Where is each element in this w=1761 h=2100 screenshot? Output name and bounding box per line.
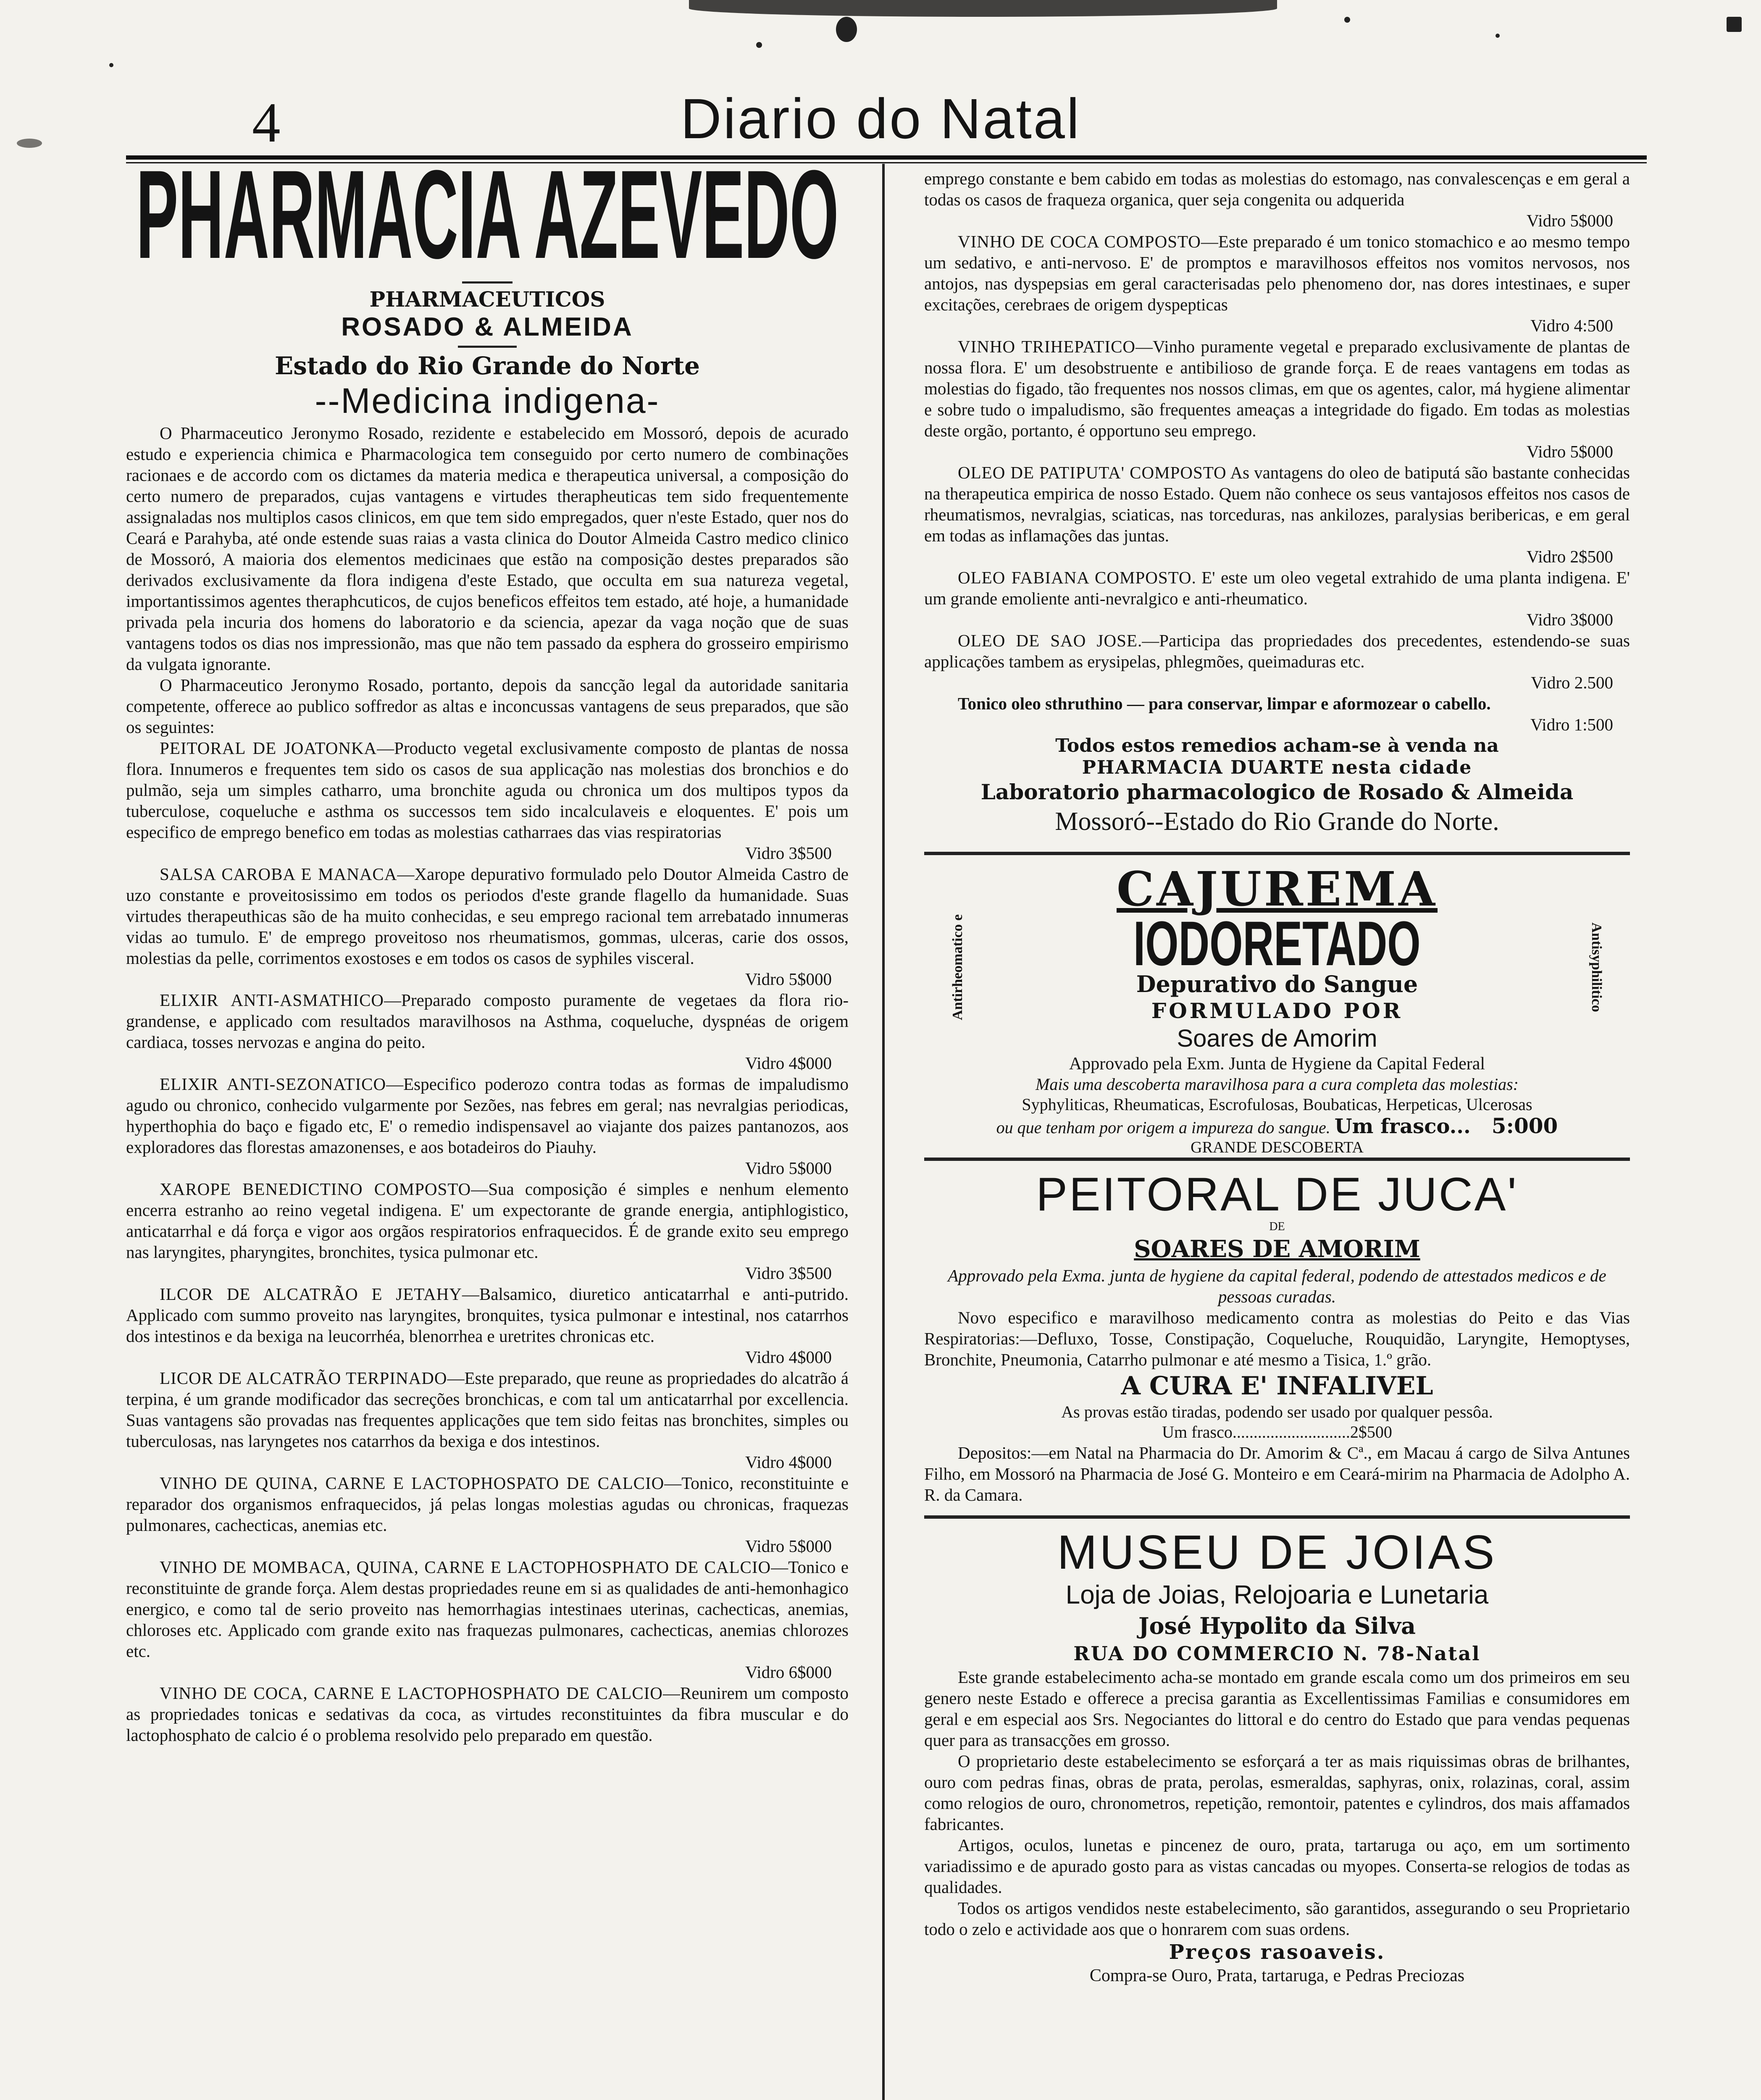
right-column: [924, 168, 1630, 1987]
ink-speck: [1344, 17, 1350, 23]
product-description: —Este preparado é um tonico stomachico e ao mesmo tempo um sedativo, e anti-nervoso. E' de promptos e maravilhosos effeitos nos vomitos nervosos, nos antojos, nas dyspepsias em geral caracterisadas pelo phenomeno dor, nas dores intestinaes, e super excitações, cerebraes de origem dyspepticas: [924, 232, 1630, 314]
museu-paragraph-3: Artigos, oculos, lunetas e pincenez de ouro, prata, tartaruga ou aço, em um sortimento variadissimo e de apurado gosto para as vistas cancadas ou myopes. Conserta-se relogios de todas as qualidades.: [924, 1835, 1630, 1897]
product-entry: [126, 1683, 849, 1746]
ink-speck: [1727, 17, 1742, 32]
peitoral-juca-title: PEITORAL DE JUCA': [1036, 1168, 1518, 1221]
ink-speck: [109, 63, 113, 67]
product-price: Vidro 3$500: [745, 843, 832, 863]
product-entry: [126, 1179, 849, 1263]
product-description: .—Participa das propriedades dos precedentes, estendendo-se suas applicações tambem as erysipelas, phlegmões, queimaduras etc.: [924, 631, 1630, 671]
product-description: —Tonico e reconstituinte de grande força. Alem destas propriedades reune em si as qualidades de anti-hemonhagico energico, e como tal de serio proveito nas hemorrhagias intestinaes uterinas, cachecticas, anemias, chloroses etc. Applicado com grande exito nas fraquezas pulmonares, cachecticas, anemias chlorozes etc.: [126, 1557, 849, 1661]
peitoral-juca-approved: Approvado pela Exma. junta de hygiene da capital federal, podendo de attestados medicos e de pessoas curadas.: [948, 1266, 1606, 1306]
museu-owner: José Hypolito da Silva: [1138, 1612, 1416, 1639]
museu-paragraph-4: Todos os artigos vendidos neste estabelecimento, são garantidos, assegurando o seu Proprietario todo o zelo e actividade aos que o honrarem com suas ordens.: [924, 1898, 1630, 1939]
ink-speck: [836, 17, 857, 42]
product-description: —Este preparado, que reune as propriedades do alcatrão á terpina, é um grande modificador das secreções bronchicas, e com tal um anticatarrhal por excellencia. Suas vantagens são provadas nas frequentes applicações que tem sido feitas nas bronchites, simples ou tuberculosas, nas laryngetes nos catarrhos da bexiga e dos intestinos.: [126, 1368, 849, 1451]
tonico-text: Tonico oleo sthruthino — para conservar, limpar e aformozear o cabello.: [958, 694, 1491, 713]
product-entry: [924, 567, 1630, 609]
museu-paragraph-2: O proprietario deste estabelecimento se esforçará a ter as mais riquissimas obras de brilhantes, ouro com pedras finas, obras de prata, perolas, esmeraldas, saphyras, onix, rolazinas, coral, assim como relogios de ouro, chronometros, repetição, remontoir, patentes e cylindros, dos mais affamados fabricantes.: [924, 1751, 1630, 1834]
cajurema-price: 5:000: [1491, 1113, 1558, 1138]
product-price: Vidro 2.500: [1531, 673, 1613, 692]
cajurema-diseases: Syphyliticas, Rheumaticas, Escrofulosas, Boubaticas, Herpeticas, Ulcerosas: [1022, 1095, 1532, 1114]
newspaper-title: Diario do Natal: [681, 87, 1081, 150]
column-divider: [882, 164, 885, 2100]
ad-separator-2: [924, 1158, 1630, 1161]
product-price: Vidro 6$000: [745, 1662, 832, 1682]
product-description: —Reunirem um composto as propriedades tonicas e sedativas da coca, as virtudes reconstituintes da fibra muscular e do lactophosphato de calcio é o problema resolvido pelo preparado em questão.: [126, 1683, 849, 1745]
laboratory-line: Laboratorio pharmacologico de Rosado & Almeida: [980, 780, 1574, 804]
product-price: Vidro 3$500: [745, 1263, 832, 1283]
ink-speck: [1496, 34, 1500, 38]
intro-paragraph-2: O Pharmaceutico Jeronymo Rosado, portanto, depois da sancção legal da autoridade sanitaria competente, offerece ao publico soffredor as altas e inconcussas vantagens de seus preparados, que são os seguintes:: [126, 675, 849, 737]
product-name: VINHO TRIHEPATICO: [958, 337, 1136, 356]
owners-line: ROSADO & ALMEIDA: [341, 312, 633, 341]
pharmacy-title: PHARMACIA AZEVEDO: [136, 168, 839, 260]
peitoral-juca-text: Novo especifico e maravilhoso medicamento contra as molestias do Peito e das Vias Respiratorias:—Defluxo, Tosse, Constipação, Coqueluche, Rouquidão, Laryngite, Hemoptyses, Bronchite, Pneumonia, Catarrho pulmonar e até mesmo a Tisica, 1.º grão.: [924, 1308, 1630, 1369]
product-description: . E' este um oleo vegetal extrahido de uma planta indigena. E' um grande emoliente anti-nevralgico e anti-rheumatico.: [924, 568, 1630, 608]
peitoral-juca-frasco: Um frasco............................2$500: [1162, 1423, 1392, 1441]
cajurema-side-left: Antirheomatico e: [950, 914, 965, 1021]
cajurema-subtitle: IODORETADO: [1133, 916, 1421, 970]
peitoral-juca-de: DE: [1269, 1220, 1285, 1233]
museu-title: MUSEU DE JOIAS: [1057, 1526, 1497, 1579]
product-price: Vidro 4$000: [745, 1053, 832, 1073]
product-name: VINHO DE MOMBACA, QUINA, CARNE E LACTOPHOSPHATO DE CALCIO: [160, 1557, 771, 1577]
product-name: ELIXIR ANTI-ASMATHICO: [160, 990, 384, 1010]
pharmacists-subtitle: PHARMACEUTICOS: [369, 287, 605, 312]
state-line: Estado do Rio Grande do Norte: [274, 352, 700, 380]
product-description: —Sua composição é simples e nenhum elemento encerra estranho ao reino vegetal indigena. E' um expectorante de grande energia, antiphlogistico, anticatarrhal e dá força e vigor aos orgãos respiratorios enfraquecidos. É de grande exito seu emprego nas laryngites, pharyngites, bronchites, tysica pulmonar etc.: [126, 1179, 849, 1262]
product-description: —Especifico poderozo contra todas as formas de impaludismo agudo ou chronico, conhecido vulgarmente por Sezões, nas febres em geral; nas nevralgias periodicas, hyperthophia do baço e figado etc, E' o remedio indispensavel ao viajante dos paizes pantanozos, aos exploradores das florestas amazonenses, e aos botadeiros do Piauhy.: [126, 1074, 849, 1157]
product-entry: [126, 1473, 849, 1536]
product-name: ELIXIR ANTI-SEZONATICO: [160, 1074, 386, 1094]
continued-text: emprego constante e bem cabido em todas as molestias do estomago, nas convalescenças e em geral a todas os casos de fraqueza organica, quer seja congenita ou adquerida: [924, 169, 1630, 209]
product-entry: [126, 1074, 849, 1158]
product-description: —Producto vegetal exclusivamente composto de plantas de nossa flora. Innumeros e frequentes tem sido os casos de sua applicação nas molestias dos bronchios e do pulmão, seja um simples catharro, uma bronchite aguda ou chronica um dos multipos typos da tuberculose, coqueluche e asthma os successos tem sido incalculaveis e eloquentes. E' pois um especifico de emprego benefico em todas as molestias catharraes das vias respiratorias: [126, 738, 849, 842]
product-entry: [924, 630, 1630, 672]
header-rule-thin: [126, 162, 1647, 163]
product-price: Vidro 4:500: [1530, 316, 1613, 335]
tonico-price: Vidro 1:500: [1530, 715, 1613, 734]
product-name: LICOR DE ALCATRÃO TERPINADO: [160, 1368, 447, 1388]
product-price: Vidro 4$000: [745, 1347, 832, 1367]
cajurema-title: CAJUREMA: [1116, 862, 1438, 917]
product-name: OLEO DE PATIPUTA' COMPOSTO: [958, 463, 1227, 482]
right-products-list: [924, 231, 1630, 693]
product-name: ILCOR DE ALCATRÃO E JETAHY: [160, 1284, 462, 1304]
product-price: Vidro 5$000: [745, 969, 832, 989]
product-entry: [924, 231, 1630, 315]
cajurema-italic: Mais uma descoberta maravilhosa para a cura completa das molestias:: [1036, 1075, 1519, 1094]
product-name: XAROPE BENEDICTINO COMPOSTO: [160, 1179, 471, 1199]
product-description: —Preparado composto puramente de vegetaes da flora rio-grandense, e applicado com resultados maravilhosos na Asthma, coqueluche, dyspnéas de origem cardiaca, tosses nervozas e angina do peito.: [126, 990, 849, 1052]
cajurema-author: Soares de Amorim: [1177, 1025, 1377, 1052]
left-column: [126, 168, 849, 1746]
product-entry: [126, 990, 849, 1053]
product-price: Vidro 5$000: [1527, 442, 1613, 461]
cajurema-ad: [924, 863, 1630, 1053]
peitoral-juca-depositos: Depositos:—em Natal na Pharmacia do Dr. Amorim & Cª., em Macau á cargo de Silva Antunes Filho, em Mossoró na Pharmacia de José G. Monteiro e em Ceará-mirim na Pharmacia de Adolpho A. R. da Camara.: [924, 1443, 1630, 1504]
product-price: Vidro 5$000: [745, 1158, 832, 1178]
product-entry: [924, 462, 1630, 546]
product-price: Vidro 2$500: [1527, 547, 1613, 566]
museu-compra: Compra-se Ouro, Prata, tartaruga, e Pedras Preciozas: [1089, 1966, 1465, 1985]
cajurema-grande: GRANDE DESCOBERTA: [1191, 1139, 1364, 1156]
product-price: Vidro 4$000: [745, 1452, 832, 1472]
product-description: —Xarope depurativo formulado pelo Doutor Almeida Castro de uzo constante e proveitosissimo em todos os periodos d'este grande flagello da humanidade. Suas virtudes therapeuthicas são de ha muito conhecidas, e seu emprego racional tem arrebatado innumeras vidas ao tumulo. E' de emprego proveitoso nos rheumatismos, gommas, ulceras, carie dos ossos, molestias da pelle, corrimentos exostoses e em todos os casos de syphiles visceral.: [126, 864, 849, 968]
product-entry: [126, 1284, 849, 1347]
museu-subtitle: Loja de Joias, Relojoaria e Lunetaria: [1065, 1580, 1489, 1609]
product-price: Vidro 5$000: [745, 1536, 832, 1556]
todos-line: Todos estos remedios acham-se à venda na: [1055, 735, 1499, 756]
ad-separator: [924, 852, 1630, 855]
peitoral-juca-cura: A CURA E' INFALIVEL: [1121, 1371, 1433, 1401]
product-entry: [126, 864, 849, 969]
product-entry: [126, 1368, 849, 1452]
slogan-line: --Medicina indigena-: [315, 381, 660, 420]
product-name: PEITORAL DE JOATONKA: [160, 738, 377, 758]
product-name: SALSA CAROBA E MANACA: [160, 864, 397, 884]
cajurema-frasco: Um frasco...: [1334, 1115, 1471, 1138]
product-entry: [924, 336, 1630, 441]
cajurema-italic2: ou que tenham por origem a impureza do sangue.: [996, 1118, 1330, 1137]
cajurema-formulado: FORMULADO POR: [1151, 998, 1403, 1023]
pharmacia-duarte: PHARMACIA DUARTE nesta cidade: [1082, 757, 1472, 778]
product-entry: [126, 738, 849, 843]
ink-speck: [756, 42, 762, 48]
ornament-rule: [458, 346, 517, 348]
laboratory-location: Mossoró--Estado do Rio Grande do Norte.: [1055, 807, 1499, 836]
title-ornament: [462, 281, 513, 284]
ad-separator-3: [924, 1515, 1630, 1519]
product-entry: [126, 1557, 849, 1662]
product-name: OLEO FABIANA COMPOSTO: [958, 568, 1192, 587]
product-description: —Vinho puramente vegetal e preparado exclusivamente de plantas de nossa flora. E' um desobstruente e antibilioso de grande força. E de reaes vantagens em todas as molestias do figado, tão frequentes nos nossos climas, em que os agentes, calor, má hygiene alimentar e sobre tudo o impaludismo, são frequentes ameaças a integridade do figado. Em todas as molestias deste orgão, portanto, é opportuno seu emprego.: [924, 337, 1630, 440]
product-price: Vidro 3$000: [1527, 610, 1613, 629]
left-products-list: [126, 738, 849, 1746]
intro-paragraph: O Pharmaceutico Jeronymo Rosado, rezidente e estabelecido em Mossoró, depois de acurado estudo e experiencia chimica e Pharmacologica tem conseguido por certo numero de combinações racionaes e de accordo com os dictames da materia medica e therapeutica universal, a composição do certo numero de preparados, cujas vantagens e virtudes therapheuticas tem sido frequentemente assignaladas nos multiplos casos clinicos, em que tem sido empregados, quer n'este Estado, quer nos do Ceará e Parahyba, até onde estende suas raias a vasta clinica do Doutor Almeida Castro medico clinico de Mossoró, A maioria dos elementos medicinaes que estão na composição destes preparados são derivados exclusivamente da flora indigena d'este Estado, que occulta em sua natureza vegetal, importantissimos agentes theraphcuticos, de cujos beneficos effeitos tem estado, até hoje, a humanidade privada pela incuria dos homens do laboratorio e da sciencia, apezar da vaga noção que de suas vantagens todos os dias nos impressionão, mas que não tem passado da esphera do grosseiro empirismo da vulgata ignorante.: [126, 423, 849, 674]
cajurema-side-right: Antisyphilitico: [1589, 922, 1604, 1012]
ink-speck: [17, 139, 42, 148]
museu-address: RUA DO COMMERCIO N. 78-Natal: [1073, 1642, 1481, 1665]
cajurema-approved: Approvado pela Exm. Junta de Hygiene da Capital Federal: [1069, 1054, 1485, 1074]
peitoral-juca-provas: As provas estão tiradas, podendo ser usado por qualquer pessôa.: [1061, 1402, 1493, 1421]
ink-blot: [689, 0, 1277, 17]
cajurema-depurativo: Depurativo do Sangue: [1136, 971, 1418, 998]
product-name: VINHO DE COCA, CARNE E LACTOPHOSPHATO DE CALCIO: [160, 1683, 663, 1703]
page-number: 4: [252, 92, 281, 154]
museu-paragraph-1: Este grande estabelecimento acha-se montado em grande escala como um dos primeiros em seu genero neste Estado e offerece a precisa garantia as Excellentissimas Familias e consumidores em geral e em especial aos Srs. Negociantes do littoral e do centro do Estado que para vendas pequenas quer para as transacções em grosso.: [924, 1667, 1630, 1750]
header-rule: [126, 155, 1647, 160]
product-description: —Tonico, reconstituinte e reparador dos organismos enfraquecidos, já pelas longas molestias agudas ou chronicas, fraquezas pulmonares, cachecticas, anemias etc.: [126, 1473, 849, 1535]
museu-precos: Preços rasoaveis.: [1169, 1940, 1385, 1964]
product-description: —Balsamico, diuretico anticatarrhal e anti-putrido. Applicado com summo proveito nas laryngites, bronquites, tysica pulmonar e intestinal, nos catarrhos dos intestinos e da bexiga na leucorrhéa, blenorrhea e uretrites chronicas etc.: [126, 1284, 849, 1346]
peitoral-juca-author: SOARES DE AMORIM: [1134, 1235, 1420, 1263]
product-name: VINHO DE COCA COMPOSTO: [958, 232, 1201, 251]
product-name: VINHO DE QUINA, CARNE E LACTOPHOSPATO DE CALCIO: [160, 1473, 665, 1493]
continued-price: Vidro 5$000: [1527, 211, 1613, 230]
product-name: OLEO DE SAO JOSE: [958, 631, 1138, 650]
product-description: As vantagens do oleo de batiputá são bastante conhecidas na therapeutica empirica de nosso Estado. Quem não conhece os seus vantajosos effeitos nos casos de rheumatismos, nevralgias, sciaticas, nas torceduras, nas ankilozes, paralysias beribericas, e em geral em todas as inflamações das juntas.: [924, 463, 1630, 545]
